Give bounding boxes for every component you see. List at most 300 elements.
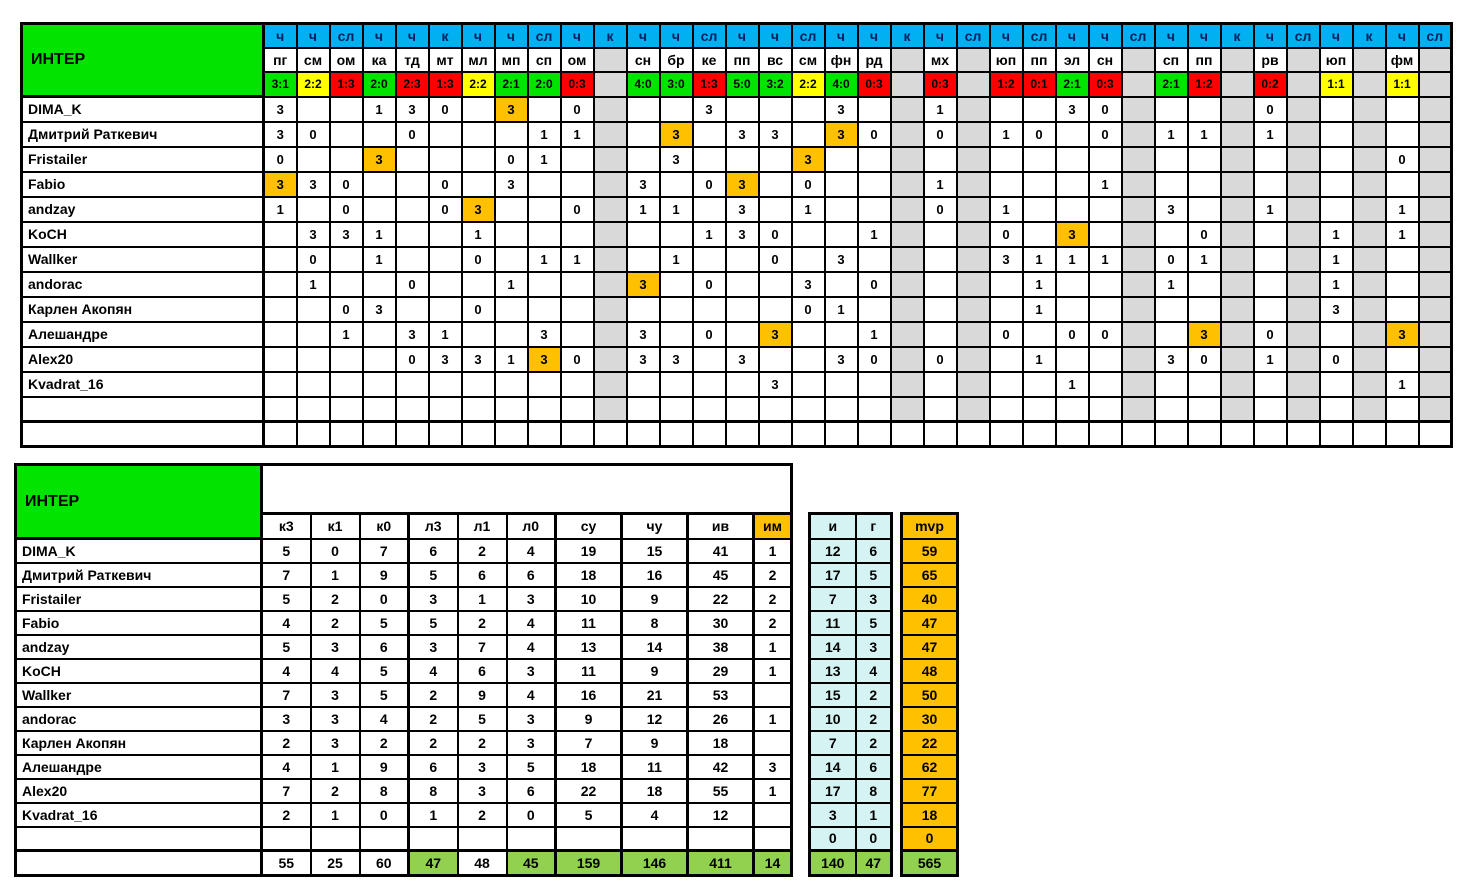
match-points-cell[interactable] — [594, 397, 627, 422]
match-points-cell[interactable] — [330, 347, 363, 372]
match-points-cell[interactable] — [1221, 122, 1254, 147]
match-points-cell[interactable] — [429, 247, 462, 272]
match-points-cell[interactable] — [1386, 422, 1419, 447]
match-points-cell[interactable] — [429, 272, 462, 297]
stat-value-cell[interactable]: 16 — [622, 563, 688, 587]
match-points-cell[interactable] — [297, 147, 330, 172]
match-points-cell[interactable]: 3 — [297, 172, 330, 197]
stat-value-cell[interactable]: 0 — [360, 803, 409, 827]
match-points-cell[interactable]: 1 — [1386, 222, 1419, 247]
stat-value-cell[interactable]: 3 — [507, 659, 556, 683]
match-points-cell[interactable] — [759, 172, 792, 197]
score-cell[interactable]: 3:2 — [759, 72, 792, 97]
totals-cell[interactable]: 48 — [458, 851, 507, 876]
match-points-cell[interactable]: 0 — [693, 172, 726, 197]
games-goals-value[interactable]: 10 — [810, 707, 856, 731]
opponent-code-cell[interactable]: пп — [1188, 48, 1221, 72]
match-points-cell[interactable] — [1221, 197, 1254, 222]
score-cell[interactable]: 0:1 — [1023, 72, 1056, 97]
match-points-cell[interactable] — [660, 372, 693, 397]
match-type-cell[interactable]: ч — [1155, 24, 1188, 48]
match-points-cell[interactable] — [1419, 147, 1452, 172]
stat-value-cell[interactable]: 2 — [458, 539, 507, 563]
stat-value-cell[interactable]: 2 — [458, 731, 507, 755]
match-points-cell[interactable] — [825, 222, 858, 247]
games-goals-value[interactable]: 13 — [810, 659, 856, 683]
match-points-cell[interactable] — [1254, 422, 1287, 447]
stat-value-cell[interactable]: 7 — [262, 563, 311, 587]
stat-value-cell[interactable]: 19 — [556, 539, 622, 563]
match-points-cell[interactable]: 0 — [990, 222, 1023, 247]
match-points-cell[interactable] — [1320, 197, 1353, 222]
match-points-cell[interactable] — [1353, 222, 1386, 247]
stat-value-cell[interactable]: 8 — [360, 779, 409, 803]
match-points-cell[interactable] — [594, 147, 627, 172]
stat-value-cell[interactable]: 2 — [409, 683, 458, 707]
stat-value-cell[interactable]: 22 — [556, 779, 622, 803]
match-points-cell[interactable] — [792, 222, 825, 247]
match-points-cell[interactable]: 0 — [330, 197, 363, 222]
stat-value-cell[interactable]: 41 — [688, 539, 754, 563]
match-points-cell[interactable]: 0 — [1056, 322, 1089, 347]
match-points-cell[interactable] — [1419, 222, 1452, 247]
stat-value-cell[interactable]: 5 — [458, 707, 507, 731]
match-points-cell[interactable] — [891, 372, 924, 397]
match-points-cell[interactable]: 1 — [1023, 347, 1056, 372]
opponent-code-cell[interactable]: вс — [759, 48, 792, 72]
stat-value-cell[interactable]: 2 — [409, 707, 458, 731]
team-title[interactable]: ИНТЕР — [16, 465, 262, 539]
match-points-cell[interactable]: 3 — [825, 97, 858, 122]
match-points-cell[interactable]: 0 — [924, 347, 957, 372]
match-points-cell[interactable]: 1 — [363, 97, 396, 122]
match-points-cell[interactable] — [858, 397, 891, 422]
match-points-cell[interactable]: 0 — [1155, 247, 1188, 272]
match-points-cell[interactable]: 1 — [1155, 122, 1188, 147]
match-points-cell[interactable] — [1320, 422, 1353, 447]
match-points-cell[interactable] — [264, 347, 297, 372]
match-points-cell[interactable] — [759, 97, 792, 122]
match-points-cell[interactable]: 1 — [363, 247, 396, 272]
match-points-cell[interactable] — [1221, 272, 1254, 297]
match-points-cell[interactable] — [561, 297, 594, 322]
match-points-cell[interactable] — [891, 397, 924, 422]
match-points-cell[interactable] — [891, 297, 924, 322]
match-points-cell[interactable] — [1188, 147, 1221, 172]
score-cell[interactable]: 0:3 — [924, 72, 957, 97]
match-points-cell[interactable]: 0 — [264, 147, 297, 172]
match-points-cell[interactable]: 1 — [792, 197, 825, 222]
match-points-cell[interactable] — [1287, 122, 1320, 147]
match-points-cell[interactable] — [1089, 372, 1122, 397]
mvp-value[interactable]: 59 — [902, 539, 958, 563]
games-goals-header[interactable]: г — [856, 514, 892, 539]
match-points-cell[interactable]: 1 — [264, 197, 297, 222]
match-points-cell[interactable]: 3 — [792, 272, 825, 297]
match-points-cell[interactable] — [1287, 272, 1320, 297]
match-points-cell[interactable] — [1023, 197, 1056, 222]
opponent-code-cell[interactable]: мл — [462, 48, 495, 72]
games-goals-value[interactable]: 14 — [810, 755, 856, 779]
stat-value-cell[interactable] — [262, 827, 311, 851]
player-name[interactable]: Kvadrat_16 — [16, 803, 262, 827]
match-points-cell[interactable] — [528, 272, 561, 297]
match-points-cell[interactable]: 3 — [660, 347, 693, 372]
games-goals-value[interactable]: 3 — [856, 635, 892, 659]
score-cell[interactable]: 2:0 — [363, 72, 396, 97]
player-name[interactable]: Алешандре — [22, 322, 264, 347]
match-points-cell[interactable]: 0 — [1089, 322, 1122, 347]
mvp-value[interactable]: 22 — [902, 731, 958, 755]
match-type-cell[interactable]: ч — [627, 24, 660, 48]
match-points-cell[interactable] — [957, 422, 990, 447]
match-points-cell[interactable] — [1155, 372, 1188, 397]
match-points-cell[interactable]: 1 — [561, 247, 594, 272]
match-points-cell[interactable] — [1419, 247, 1452, 272]
match-points-cell[interactable] — [957, 347, 990, 372]
match-points-cell[interactable] — [1320, 97, 1353, 122]
player-name[interactable] — [16, 827, 262, 851]
match-points-cell[interactable] — [627, 247, 660, 272]
match-points-cell[interactable] — [957, 197, 990, 222]
player-name[interactable]: andorac — [22, 272, 264, 297]
player-name[interactable]: andzay — [16, 635, 262, 659]
score-cell[interactable]: 1:2 — [1188, 72, 1221, 97]
match-points-cell[interactable] — [627, 372, 660, 397]
stat-value-cell[interactable]: 8 — [622, 611, 688, 635]
match-points-cell[interactable]: 0 — [693, 322, 726, 347]
match-points-cell[interactable]: 1 — [1386, 372, 1419, 397]
stat-value-cell[interactable]: 4 — [262, 611, 311, 635]
match-points-cell[interactable] — [1188, 97, 1221, 122]
match-points-cell[interactable]: 1 — [1089, 247, 1122, 272]
stat-value-cell[interactable]: 4 — [507, 611, 556, 635]
match-points-cell[interactable]: 3 — [264, 172, 297, 197]
match-points-cell[interactable]: 3 — [1056, 97, 1089, 122]
match-points-cell[interactable]: 1 — [660, 247, 693, 272]
match-points-cell[interactable]: 3 — [825, 247, 858, 272]
match-type-cell[interactable]: сл — [1122, 24, 1155, 48]
match-points-cell[interactable]: 0 — [561, 97, 594, 122]
match-type-cell[interactable]: ч — [1188, 24, 1221, 48]
opponent-code-cell[interactable]: юп — [990, 48, 1023, 72]
match-points-cell[interactable] — [495, 422, 528, 447]
stat-value-cell[interactable] — [754, 803, 792, 827]
match-points-cell[interactable]: 0 — [1188, 347, 1221, 372]
match-points-cell[interactable]: 0 — [429, 197, 462, 222]
match-points-cell[interactable] — [990, 172, 1023, 197]
match-points-cell[interactable]: 1 — [1023, 247, 1056, 272]
stat-header-cell[interactable]: л3 — [409, 514, 458, 539]
score-cell[interactable] — [1419, 72, 1452, 97]
match-points-cell[interactable] — [264, 322, 297, 347]
match-points-cell[interactable] — [792, 397, 825, 422]
match-points-cell[interactable]: 0 — [396, 122, 429, 147]
stat-value-cell[interactable]: 18 — [556, 563, 622, 587]
games-goals-value[interactable]: 17 — [810, 779, 856, 803]
match-type-cell[interactable]: к — [891, 24, 924, 48]
opponent-code-cell[interactable]: ке — [693, 48, 726, 72]
match-points-cell[interactable] — [528, 372, 561, 397]
stat-value-cell[interactable] — [754, 683, 792, 707]
totals-cell[interactable]: 45 — [507, 851, 556, 876]
score-cell[interactable]: 1:3 — [429, 72, 462, 97]
match-points-cell[interactable] — [1353, 272, 1386, 297]
match-points-cell[interactable]: 3 — [990, 247, 1023, 272]
match-points-cell[interactable]: 1 — [429, 322, 462, 347]
match-points-cell[interactable] — [396, 422, 429, 447]
stat-value-cell[interactable]: 16 — [556, 683, 622, 707]
score-cell[interactable]: 1:1 — [1386, 72, 1419, 97]
opponent-code-cell[interactable]: см — [792, 48, 825, 72]
match-points-cell[interactable] — [957, 272, 990, 297]
match-points-cell[interactable] — [627, 297, 660, 322]
score-cell[interactable]: 3:0 — [660, 72, 693, 97]
stat-header-cell[interactable]: л0 — [507, 514, 556, 539]
stat-value-cell[interactable]: 3 — [507, 707, 556, 731]
match-points-cell[interactable] — [1254, 397, 1287, 422]
match-points-cell[interactable] — [759, 272, 792, 297]
stat-value-cell[interactable]: 2 — [262, 803, 311, 827]
stat-value-cell[interactable]: 3 — [262, 707, 311, 731]
match-points-cell[interactable] — [759, 422, 792, 447]
stat-value-cell[interactable] — [754, 731, 792, 755]
match-points-cell[interactable]: 3 — [627, 347, 660, 372]
stat-value-cell[interactable]: 5 — [360, 659, 409, 683]
match-points-cell[interactable] — [264, 297, 297, 322]
totals-cell[interactable]: 14 — [754, 851, 792, 876]
match-points-cell[interactable]: 3 — [1155, 197, 1188, 222]
match-points-cell[interactable]: 0 — [429, 172, 462, 197]
match-points-cell[interactable] — [1089, 222, 1122, 247]
score-cell[interactable]: 1:2 — [990, 72, 1023, 97]
stat-value-cell[interactable]: 2 — [311, 611, 360, 635]
match-points-cell[interactable] — [1155, 422, 1188, 447]
score-cell[interactable]: 0:3 — [561, 72, 594, 97]
match-type-cell[interactable]: ч — [363, 24, 396, 48]
stat-value-cell[interactable]: 12 — [622, 707, 688, 731]
match-points-cell[interactable] — [1287, 222, 1320, 247]
totals-cell[interactable]: 60 — [360, 851, 409, 876]
match-points-cell[interactable] — [726, 397, 759, 422]
games-goals-value[interactable]: 7 — [810, 587, 856, 611]
games-goals-value[interactable]: 1 — [856, 803, 892, 827]
match-points-cell[interactable] — [1254, 372, 1287, 397]
match-points-cell[interactable] — [264, 222, 297, 247]
match-points-cell[interactable] — [297, 422, 330, 447]
score-cell[interactable] — [891, 72, 924, 97]
match-points-cell[interactable] — [891, 247, 924, 272]
match-type-cell[interactable]: к — [1353, 24, 1386, 48]
score-cell[interactable]: 4:0 — [627, 72, 660, 97]
match-points-cell[interactable] — [924, 422, 957, 447]
score-cell[interactable]: 2:2 — [792, 72, 825, 97]
match-type-cell[interactable]: сл — [1287, 24, 1320, 48]
match-points-cell[interactable] — [396, 222, 429, 247]
mvp-value[interactable]: 48 — [902, 659, 958, 683]
match-points-cell[interactable] — [330, 147, 363, 172]
match-points-cell[interactable]: 0 — [495, 147, 528, 172]
opponent-code-cell[interactable]: сн — [1089, 48, 1122, 72]
match-points-cell[interactable]: 0 — [1386, 147, 1419, 172]
match-points-cell[interactable] — [990, 372, 1023, 397]
match-points-cell[interactable] — [1386, 122, 1419, 147]
match-points-cell[interactable] — [429, 297, 462, 322]
match-points-cell[interactable] — [693, 147, 726, 172]
stat-value-cell[interactable]: 3 — [507, 731, 556, 755]
match-points-cell[interactable] — [429, 222, 462, 247]
match-type-cell[interactable]: ч — [297, 24, 330, 48]
match-points-cell[interactable]: 0 — [297, 247, 330, 272]
opponent-code-cell[interactable]: юп — [1320, 48, 1353, 72]
match-points-cell[interactable] — [1419, 172, 1452, 197]
match-points-cell[interactable] — [693, 197, 726, 222]
match-points-cell[interactable]: 1 — [660, 197, 693, 222]
match-points-cell[interactable] — [528, 172, 561, 197]
match-points-cell[interactable]: 0 — [990, 322, 1023, 347]
match-points-cell[interactable]: 3 — [1320, 297, 1353, 322]
match-points-cell[interactable]: 1 — [858, 222, 891, 247]
match-points-cell[interactable] — [990, 147, 1023, 172]
match-points-cell[interactable] — [297, 397, 330, 422]
match-points-cell[interactable]: 3 — [363, 147, 396, 172]
match-points-cell[interactable] — [330, 397, 363, 422]
opponent-code-cell[interactable]: ка — [363, 48, 396, 72]
match-points-cell[interactable] — [990, 297, 1023, 322]
match-points-cell[interactable] — [1320, 322, 1353, 347]
match-points-cell[interactable]: 0 — [858, 272, 891, 297]
match-points-cell[interactable] — [495, 297, 528, 322]
games-goals-value[interactable]: 12 — [810, 539, 856, 563]
match-points-cell[interactable]: 3 — [264, 122, 297, 147]
stat-value-cell[interactable]: 4 — [507, 539, 556, 563]
match-points-cell[interactable] — [594, 297, 627, 322]
match-points-cell[interactable] — [1386, 172, 1419, 197]
score-cell[interactable]: 2:1 — [495, 72, 528, 97]
stat-value-cell[interactable]: 6 — [458, 659, 507, 683]
match-points-cell[interactable] — [1023, 147, 1056, 172]
stat-value-cell[interactable]: 18 — [688, 731, 754, 755]
match-points-cell[interactable] — [924, 147, 957, 172]
match-points-cell[interactable] — [594, 322, 627, 347]
match-points-cell[interactable]: 0 — [396, 272, 429, 297]
stat-value-cell[interactable]: 6 — [360, 635, 409, 659]
match-points-cell[interactable]: 3 — [726, 122, 759, 147]
match-points-cell[interactable] — [990, 347, 1023, 372]
player-name[interactable]: DIMA_K — [22, 97, 264, 122]
stat-value-cell[interactable]: 29 — [688, 659, 754, 683]
mvp-total[interactable]: 565 — [902, 851, 958, 876]
stat-value-cell[interactable]: 7 — [458, 635, 507, 659]
match-points-cell[interactable] — [693, 372, 726, 397]
match-points-cell[interactable]: 1 — [924, 172, 957, 197]
match-type-cell[interactable]: ч — [1320, 24, 1353, 48]
match-type-cell[interactable]: ч — [396, 24, 429, 48]
stat-value-cell[interactable]: 18 — [622, 779, 688, 803]
opponent-code-cell[interactable]: мп — [495, 48, 528, 72]
mvp-header[interactable]: mvp — [902, 514, 958, 539]
match-points-cell[interactable]: 3 — [528, 322, 561, 347]
stat-value-cell[interactable]: 3 — [311, 731, 360, 755]
match-type-cell[interactable]: ч — [825, 24, 858, 48]
match-points-cell[interactable] — [363, 372, 396, 397]
games-goals-value[interactable]: 17 — [810, 563, 856, 587]
match-points-cell[interactable] — [1221, 347, 1254, 372]
stat-value-cell[interactable]: 6 — [507, 779, 556, 803]
match-points-cell[interactable] — [1287, 422, 1320, 447]
match-points-cell[interactable] — [660, 397, 693, 422]
match-points-cell[interactable]: 3 — [726, 172, 759, 197]
games-goals-value[interactable]: 14 — [810, 635, 856, 659]
opponent-code-cell[interactable]: пг — [264, 48, 297, 72]
stat-value-cell[interactable]: 26 — [688, 707, 754, 731]
match-points-cell[interactable] — [1353, 397, 1386, 422]
match-points-cell[interactable] — [396, 297, 429, 322]
match-points-cell[interactable] — [1221, 97, 1254, 122]
score-cell[interactable]: 0:3 — [858, 72, 891, 97]
match-points-cell[interactable] — [825, 197, 858, 222]
match-points-cell[interactable] — [363, 322, 396, 347]
player-name[interactable]: Fabio — [22, 172, 264, 197]
games-goals-value[interactable]: 2 — [856, 683, 892, 707]
stat-value-cell[interactable]: 4 — [262, 755, 311, 779]
match-points-cell[interactable]: 3 — [363, 297, 396, 322]
stat-value-cell[interactable]: 12 — [688, 803, 754, 827]
match-points-cell[interactable] — [1287, 197, 1320, 222]
match-points-cell[interactable]: 1 — [1320, 222, 1353, 247]
match-points-cell[interactable] — [396, 172, 429, 197]
stat-value-cell[interactable]: 9 — [360, 755, 409, 779]
match-points-cell[interactable] — [1122, 147, 1155, 172]
stat-value-cell[interactable]: 9 — [556, 707, 622, 731]
match-points-cell[interactable] — [1287, 372, 1320, 397]
match-points-cell[interactable] — [726, 147, 759, 172]
match-points-cell[interactable] — [792, 122, 825, 147]
match-points-cell[interactable]: 3 — [627, 272, 660, 297]
stat-value-cell[interactable]: 6 — [409, 539, 458, 563]
match-points-cell[interactable] — [957, 172, 990, 197]
opponent-code-cell[interactable]: сн — [627, 48, 660, 72]
match-points-cell[interactable] — [396, 397, 429, 422]
match-points-cell[interactable] — [891, 97, 924, 122]
match-points-cell[interactable] — [1353, 197, 1386, 222]
stat-value-cell[interactable]: 10 — [556, 587, 622, 611]
stat-value-cell[interactable]: 22 — [688, 587, 754, 611]
games-goals-value[interactable]: 0 — [856, 827, 892, 851]
match-points-cell[interactable] — [825, 397, 858, 422]
stat-value-cell[interactable]: 5 — [360, 611, 409, 635]
match-points-cell[interactable] — [462, 172, 495, 197]
stat-value-cell[interactable]: 13 — [556, 635, 622, 659]
match-points-cell[interactable]: 3 — [726, 197, 759, 222]
score-cell[interactable]: 4:0 — [825, 72, 858, 97]
games-goals-value[interactable]: 7 — [810, 731, 856, 755]
stat-value-cell[interactable]: 1 — [754, 659, 792, 683]
stat-value-cell[interactable]: 4 — [360, 707, 409, 731]
match-points-cell[interactable] — [957, 322, 990, 347]
match-points-cell[interactable]: 3 — [462, 347, 495, 372]
match-points-cell[interactable] — [1188, 272, 1221, 297]
opponent-code-cell[interactable]: фм — [1386, 48, 1419, 72]
match-points-cell[interactable] — [1353, 322, 1386, 347]
stat-value-cell[interactable]: 5 — [262, 539, 311, 563]
match-points-cell[interactable]: 3 — [660, 147, 693, 172]
match-points-cell[interactable]: 1 — [1254, 197, 1287, 222]
match-points-cell[interactable]: 3 — [495, 97, 528, 122]
match-points-cell[interactable] — [462, 322, 495, 347]
match-points-cell[interactable]: 1 — [990, 197, 1023, 222]
match-points-cell[interactable] — [1353, 422, 1386, 447]
